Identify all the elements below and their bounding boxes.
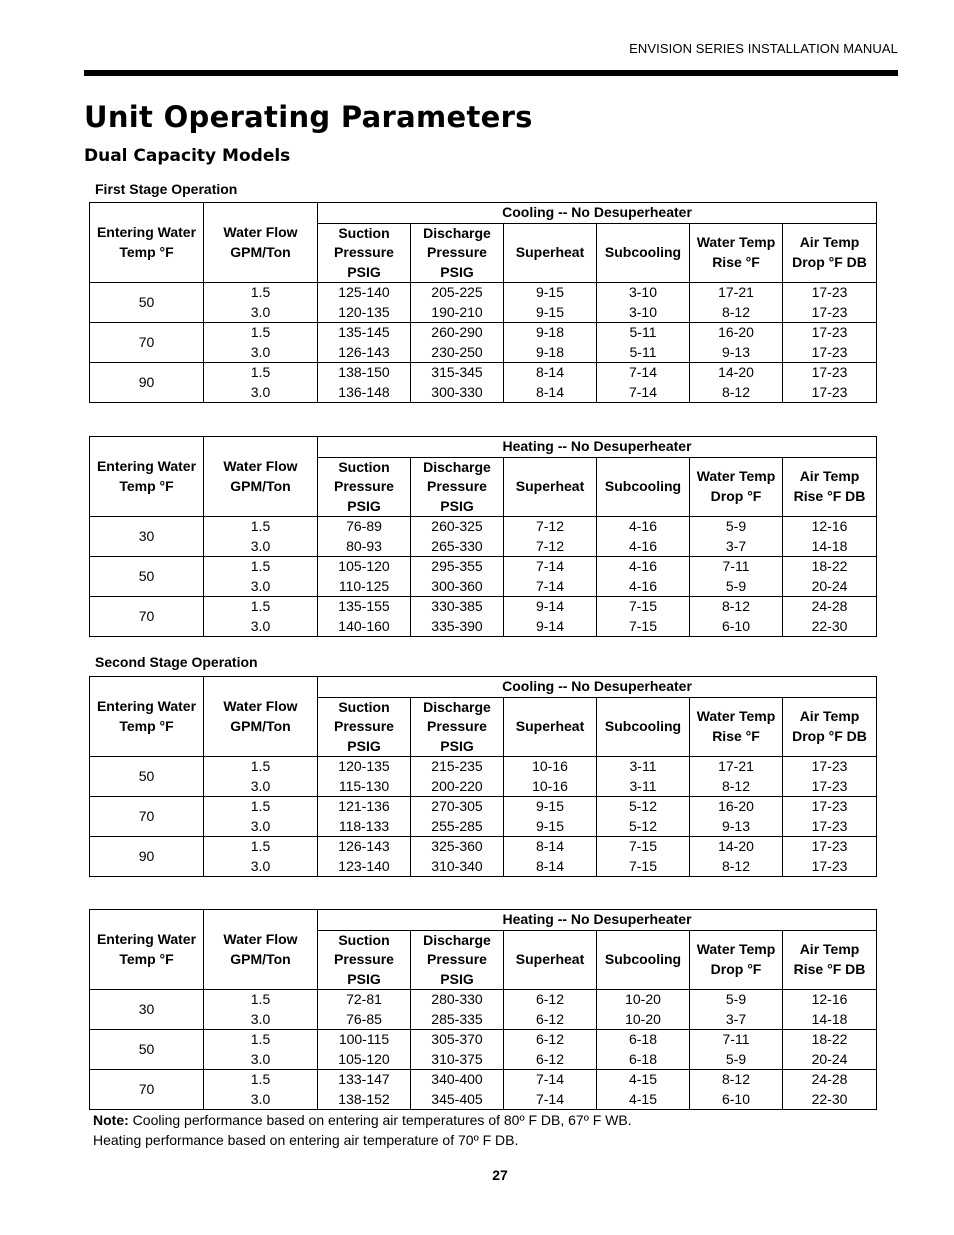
header-water-temp: Water Temp Rise °F bbox=[690, 697, 783, 757]
cell-suction: 121-136 118-133 bbox=[318, 797, 411, 837]
cell-ewt: 50 bbox=[90, 557, 204, 597]
table-row bbox=[90, 837, 877, 877]
header-rule bbox=[84, 70, 898, 76]
cell-subcooling: 6-18 6-18 bbox=[597, 1030, 690, 1070]
cell-flow: 1.5 3.0 bbox=[204, 797, 318, 837]
header-superheat: Superheat bbox=[504, 223, 597, 283]
cell-discharge: 295-355 300-360 bbox=[411, 557, 504, 597]
cell-flow: 1.5 3.0 bbox=[204, 363, 318, 403]
cell-ewt: 50 bbox=[90, 1030, 204, 1070]
table-row bbox=[90, 1070, 877, 1110]
header-water-flow: Water Flow GPM/Ton bbox=[204, 437, 318, 517]
cell-flow: 1.5 3.0 bbox=[204, 557, 318, 597]
cell-suction: 135-155 140-160 bbox=[318, 597, 411, 637]
cell-water: 17-21 8-12 bbox=[690, 283, 783, 323]
table-row bbox=[90, 1030, 877, 1070]
cell-subcooling: 3-11 3-11 bbox=[597, 757, 690, 797]
cell-air: 24-28 22-30 bbox=[783, 1070, 877, 1110]
header-water-flow: Water Flow GPM/Ton bbox=[204, 203, 318, 283]
cell-superheat: 9-15 9-15 bbox=[504, 283, 597, 323]
table-row bbox=[90, 363, 877, 403]
header-discharge-pressure: Discharge Pressure PSIG bbox=[411, 223, 504, 283]
cell-suction: 76-89 80-93 bbox=[318, 517, 411, 557]
cell-water: 5-9 3-7 bbox=[690, 990, 783, 1030]
table-row bbox=[90, 557, 877, 597]
cell-water: 16-20 9-13 bbox=[690, 797, 783, 837]
cell-subcooling: 3-10 3-10 bbox=[597, 283, 690, 323]
cell-flow: 1.5 3.0 bbox=[204, 323, 318, 363]
cell-subcooling: 5-12 5-12 bbox=[597, 797, 690, 837]
cell-superheat: 9-18 9-18 bbox=[504, 323, 597, 363]
header-discharge-pressure: Discharge Pressure PSIG bbox=[411, 930, 504, 990]
cell-suction: 105-120 110-125 bbox=[318, 557, 411, 597]
table-row bbox=[90, 597, 877, 637]
manual-title: ENVISION SERIES INSTALLATION MANUAL bbox=[629, 41, 898, 56]
cell-ewt: 70 bbox=[90, 323, 204, 363]
header-entering-water: Entering Water Temp °F bbox=[90, 910, 204, 990]
header-discharge-pressure: Discharge Pressure PSIG bbox=[411, 697, 504, 757]
header-water-temp: Water Temp Drop °F bbox=[690, 457, 783, 517]
cell-air: 17-23 17-23 bbox=[783, 283, 877, 323]
cell-superheat: 10-16 10-16 bbox=[504, 757, 597, 797]
cell-ewt: 70 bbox=[90, 597, 204, 637]
header-superheat: Superheat bbox=[504, 930, 597, 990]
table-row bbox=[90, 283, 877, 323]
cell-subcooling: 5-11 5-11 bbox=[597, 323, 690, 363]
page-number: 27 bbox=[492, 1167, 508, 1183]
first-stage-cooling-table bbox=[89, 202, 877, 403]
cell-superheat: 8-14 8-14 bbox=[504, 363, 597, 403]
cell-discharge: 325-360 310-340 bbox=[411, 837, 504, 877]
cell-suction: 120-135 115-130 bbox=[318, 757, 411, 797]
cell-discharge: 205-225 190-210 bbox=[411, 283, 504, 323]
cell-ewt: 50 bbox=[90, 757, 204, 797]
cell-superheat: 7-14 7-14 bbox=[504, 1070, 597, 1110]
cell-flow: 1.5 3.0 bbox=[204, 597, 318, 637]
cell-flow: 1.5 3.0 bbox=[204, 1070, 318, 1110]
cell-air: 17-23 17-23 bbox=[783, 323, 877, 363]
cell-water: 8-12 6-10 bbox=[690, 597, 783, 637]
cell-subcooling: 10-20 10-20 bbox=[597, 990, 690, 1030]
cell-superheat: 6-12 6-12 bbox=[504, 990, 597, 1030]
cell-subcooling: 4-16 4-16 bbox=[597, 557, 690, 597]
performance-note bbox=[93, 1110, 632, 1150]
first-stage-heating-table bbox=[89, 436, 877, 637]
cell-flow: 1.5 3.0 bbox=[204, 1030, 318, 1070]
header-suction-pressure: Suction Pressure PSIG bbox=[318, 930, 411, 990]
note-line-1: Cooling performance based on entering air temperatures of 80º F DB, 67º F WB. bbox=[132, 1112, 632, 1128]
cell-subcooling: 7-15 7-15 bbox=[597, 837, 690, 877]
cell-water: 5-9 3-7 bbox=[690, 517, 783, 557]
cell-ewt: 90 bbox=[90, 837, 204, 877]
cell-water: 7-11 5-9 bbox=[690, 557, 783, 597]
cell-subcooling: 7-14 7-14 bbox=[597, 363, 690, 403]
cell-water: 17-21 8-12 bbox=[690, 757, 783, 797]
second-stage-heating-table bbox=[89, 909, 877, 1110]
header-entering-water: Entering Water Temp °F bbox=[90, 203, 204, 283]
cell-flow: 1.5 3.0 bbox=[204, 517, 318, 557]
section-subtitle: Dual Capacity Models bbox=[84, 146, 291, 166]
cell-water: 14-20 8-12 bbox=[690, 837, 783, 877]
cell-discharge: 330-385 335-390 bbox=[411, 597, 504, 637]
header-discharge-pressure: Discharge Pressure PSIG bbox=[411, 457, 504, 517]
cell-air: 17-23 17-23 bbox=[783, 363, 877, 403]
cell-flow: 1.5 3.0 bbox=[204, 990, 318, 1030]
page-title: Unit Operating Parameters bbox=[84, 100, 533, 134]
cell-superheat: 9-15 9-15 bbox=[504, 797, 597, 837]
table-row bbox=[90, 757, 877, 797]
table-caption: Heating -- No Desuperheater bbox=[318, 437, 877, 458]
cell-air: 17-23 17-23 bbox=[783, 757, 877, 797]
cell-suction: 100-115 105-120 bbox=[318, 1030, 411, 1070]
header-air-temp: Air Temp Rise °F DB bbox=[783, 457, 877, 517]
cell-water: 16-20 9-13 bbox=[690, 323, 783, 363]
cell-discharge: 215-235 200-220 bbox=[411, 757, 504, 797]
cell-ewt: 30 bbox=[90, 517, 204, 557]
cell-water: 14-20 8-12 bbox=[690, 363, 783, 403]
cell-ewt: 90 bbox=[90, 363, 204, 403]
cell-discharge: 305-370 310-375 bbox=[411, 1030, 504, 1070]
header-water-flow: Water Flow GPM/Ton bbox=[204, 677, 318, 757]
header-air-temp: Air Temp Drop °F DB bbox=[783, 223, 877, 283]
first-stage-label: First Stage Operation bbox=[95, 181, 238, 197]
header-subcooling: Subcooling bbox=[597, 930, 690, 990]
table-caption: Cooling -- No Desuperheater bbox=[318, 203, 877, 224]
cell-superheat: 7-12 7-12 bbox=[504, 517, 597, 557]
cell-superheat: 8-14 8-14 bbox=[504, 837, 597, 877]
header-water-temp: Water Temp Rise °F bbox=[690, 223, 783, 283]
cell-suction: 138-150 136-148 bbox=[318, 363, 411, 403]
cell-air: 17-23 17-23 bbox=[783, 797, 877, 837]
cell-air: 18-22 20-24 bbox=[783, 557, 877, 597]
cell-ewt: 50 bbox=[90, 283, 204, 323]
header-subcooling: Subcooling bbox=[597, 457, 690, 517]
cell-air: 12-16 14-18 bbox=[783, 990, 877, 1030]
cell-discharge: 280-330 285-335 bbox=[411, 990, 504, 1030]
cell-superheat: 7-14 7-14 bbox=[504, 557, 597, 597]
cell-water: 8-12 6-10 bbox=[690, 1070, 783, 1110]
cell-flow: 1.5 3.0 bbox=[204, 283, 318, 323]
header-superheat: Superheat bbox=[504, 457, 597, 517]
header-suction-pressure: Suction Pressure PSIG bbox=[318, 457, 411, 517]
cell-discharge: 315-345 300-330 bbox=[411, 363, 504, 403]
cell-superheat: 9-14 9-14 bbox=[504, 597, 597, 637]
header-suction-pressure: Suction Pressure PSIG bbox=[318, 697, 411, 757]
header-water-temp: Water Temp Drop °F bbox=[690, 930, 783, 990]
header-water-flow: Water Flow GPM/Ton bbox=[204, 910, 318, 990]
cell-water: 7-11 5-9 bbox=[690, 1030, 783, 1070]
cell-ewt: 30 bbox=[90, 990, 204, 1030]
cell-flow: 1.5 3.0 bbox=[204, 837, 318, 877]
header-subcooling: Subcooling bbox=[597, 223, 690, 283]
table-row bbox=[90, 517, 877, 557]
cell-suction: 72-81 76-85 bbox=[318, 990, 411, 1030]
table-row bbox=[90, 797, 877, 837]
note-line-2: Heating performance based on entering air temperature of 70º F DB. bbox=[93, 1132, 519, 1148]
cell-subcooling: 4-15 4-15 bbox=[597, 1070, 690, 1110]
header-entering-water: Entering Water Temp °F bbox=[90, 677, 204, 757]
header-air-temp: Air Temp Drop °F DB bbox=[783, 697, 877, 757]
cell-discharge: 260-325 265-330 bbox=[411, 517, 504, 557]
cell-air: 12-16 14-18 bbox=[783, 517, 877, 557]
header-suction-pressure: Suction Pressure PSIG bbox=[318, 223, 411, 283]
cell-suction: 135-145 126-143 bbox=[318, 323, 411, 363]
cell-air: 24-28 22-30 bbox=[783, 597, 877, 637]
cell-discharge: 340-400 345-405 bbox=[411, 1070, 504, 1110]
cell-superheat: 6-12 6-12 bbox=[504, 1030, 597, 1070]
cell-suction: 133-147 138-152 bbox=[318, 1070, 411, 1110]
header-superheat: Superheat bbox=[504, 697, 597, 757]
cell-suction: 125-140 120-135 bbox=[318, 283, 411, 323]
cell-ewt: 70 bbox=[90, 1070, 204, 1110]
cell-suction: 126-143 123-140 bbox=[318, 837, 411, 877]
cell-discharge: 260-290 230-250 bbox=[411, 323, 504, 363]
table-caption: Cooling -- No Desuperheater bbox=[318, 677, 877, 698]
second-stage-label: Second Stage Operation bbox=[95, 654, 258, 670]
table-row bbox=[90, 990, 877, 1030]
cell-subcooling: 4-16 4-16 bbox=[597, 517, 690, 557]
header-entering-water: Entering Water Temp °F bbox=[90, 437, 204, 517]
note-label: Note: bbox=[93, 1112, 129, 1128]
cell-ewt: 70 bbox=[90, 797, 204, 837]
cell-discharge: 270-305 255-285 bbox=[411, 797, 504, 837]
header-air-temp: Air Temp Rise °F DB bbox=[783, 930, 877, 990]
cell-air: 17-23 17-23 bbox=[783, 837, 877, 877]
header-subcooling: Subcooling bbox=[597, 697, 690, 757]
table-caption: Heating -- No Desuperheater bbox=[318, 910, 877, 931]
cell-air: 18-22 20-24 bbox=[783, 1030, 877, 1070]
cell-subcooling: 7-15 7-15 bbox=[597, 597, 690, 637]
second-stage-cooling-table bbox=[89, 676, 877, 877]
cell-flow: 1.5 3.0 bbox=[204, 757, 318, 797]
table-row bbox=[90, 323, 877, 363]
